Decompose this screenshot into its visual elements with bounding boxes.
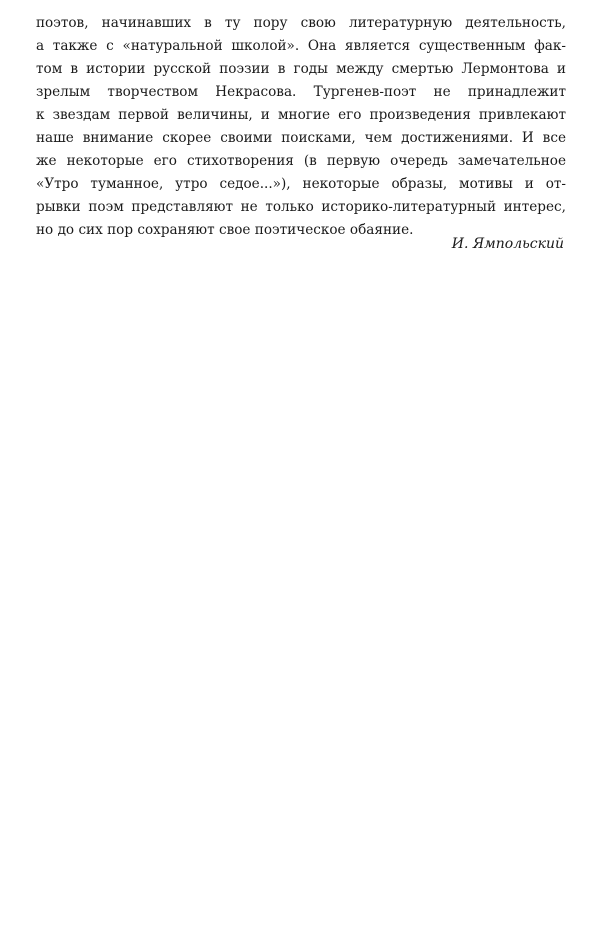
text-line: том в истории русской поэзии в годы между смертью Лермонтова и [36, 61, 566, 77]
text-line: рывки поэм представляют не только историко-литературный интерес, [36, 199, 566, 215]
text-line: же некоторые его стихотворения (в первую очередь замечательное [36, 153, 566, 169]
text-line: поэтов, начинавших в ту пору свою литературную деятельность, [36, 15, 566, 31]
text-line: «Утро туманное, утро седое...»), некоторые образы, мотивы и от- [36, 176, 566, 192]
text-line: а также с «натуральной школой». Она является существенным фак- [36, 38, 566, 54]
body-paragraph [36, 12, 566, 242]
text-line: к звездам первой величины, и многие его произведения привлекают [36, 107, 566, 123]
text-line: наше внимание скорее своими поисками, чем достижениями. И все [36, 130, 566, 146]
text-line: но до сих пор сохраняют свое поэтическое обаяние. [36, 222, 414, 238]
author-signature: И. Ямпольский [451, 236, 564, 252]
text-line: зрелым творчеством Некрасова. Тургенев-поэт не принадлежит [36, 84, 566, 100]
